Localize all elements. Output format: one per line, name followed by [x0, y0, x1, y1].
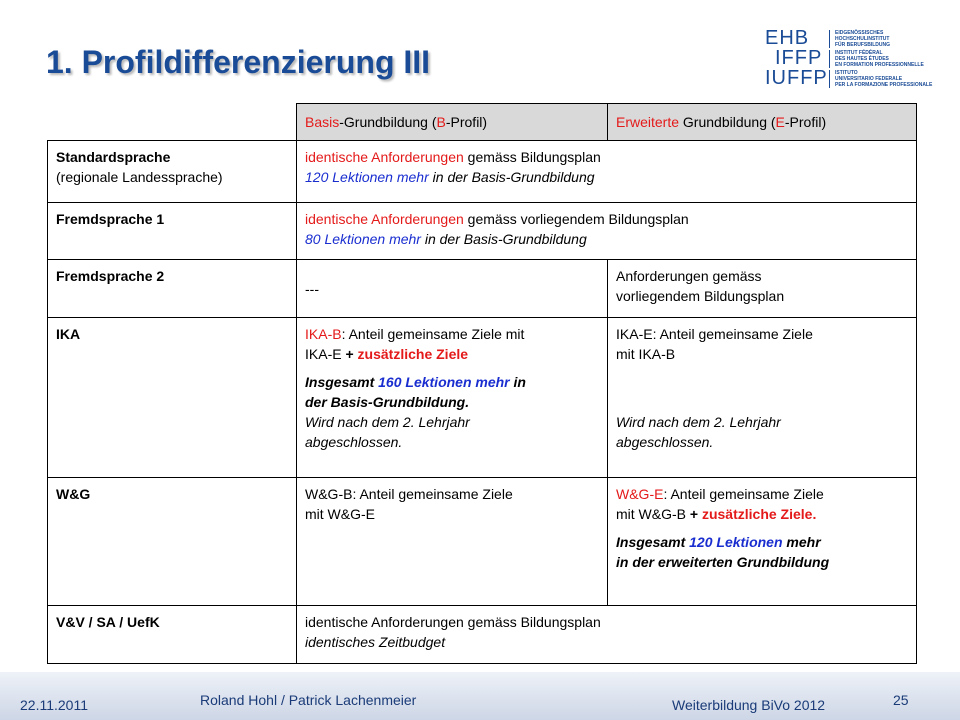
cell-wg-erweitert: W&G-E: Anteil gemeinsame Ziele mit W&G-B + zusätzliche Ziele. Insgesamt 120 Lektionen mehr in der erweiterten Grundbildung — [608, 478, 917, 606]
logo-subtext: EIDGENÖSSISCHES HOCHSCHULINSTITUT FÜR BERUFSBILDUNG — [835, 30, 890, 48]
footer-page-number: 25 — [893, 692, 909, 708]
logo-subtext: INSTITUT FÉDÉRAL DES HAUTES ÉTUDES EN FORMATION PROFESSIONNELLE — [835, 50, 924, 68]
logo-ehb: EHB — [765, 27, 810, 49]
cell-standardsprache: identische Anforderungen gemäss Bildungsplan 120 Lektionen mehr in der Basis-Grundbildung — [297, 141, 917, 203]
table-row — [48, 318, 917, 478]
profile-comparison-table — [47, 103, 917, 664]
table-row — [48, 478, 917, 606]
table-row — [48, 203, 917, 260]
footer-authors: Roland Hohl / Patrick Lachenmeier — [200, 692, 417, 708]
cell-ika-erweitert: IKA-E: Anteil gemeinsame Ziele mit IKA-B Wird nach dem 2. Lehrjahr abgeschlossen. — [608, 318, 917, 478]
slide-title: 1. Profildifferenzierung III — [46, 44, 431, 80]
header-erweitert: Erweiterte Grundbildung (E-Profil) — [608, 104, 917, 141]
logo-separator — [829, 50, 830, 68]
logo-subtext: ISTITUTO UNIVERSITARIO FEDERALE PER LA FORMAZIONE PROFESSIONALE — [835, 70, 933, 88]
cell-vv-sa-uefk: identische Anforderungen gemäss Bildungsplan identisches Zeitbudget — [297, 606, 917, 664]
ehb-logo — [765, 27, 933, 90]
footer-date: 22.11.2011 — [20, 697, 88, 713]
cell-wg-basis: W&G-B: Anteil gemeinsame Ziele mit W&G-E — [297, 478, 608, 606]
cell-fremdsprache-2-basis: --- — [297, 260, 608, 318]
cell-fremdsprache-1: identische Anforderungen gemäss vorliegendem Bildungsplan 80 Lektionen mehr in der Basis-Grundbildung — [297, 203, 917, 260]
footer-event: Weiterbildung BiVo 2012 — [672, 697, 826, 713]
table-header-row — [48, 104, 917, 141]
row-label-fremdsprache-1: Fremdsprache 1 — [48, 203, 297, 260]
table-row — [48, 260, 917, 318]
row-label-ika: IKA — [48, 318, 297, 478]
table-row — [48, 606, 917, 664]
logo-iuffp: IUFFP — [765, 67, 828, 89]
row-label-wg: W&G — [48, 478, 297, 606]
logo-separator — [829, 70, 830, 88]
empty-corner-cell — [48, 104, 297, 141]
logo-iffp: IFFP — [775, 47, 823, 69]
table-row — [48, 141, 917, 203]
logo-separator — [829, 30, 830, 48]
cell-ika-basis: IKA-B: Anteil gemeinsame Ziele mit IKA-E + zusätzliche Ziele Insgesamt 160 Lektionen mehr in der Basis-Grundbildung. Wird nach dem 2. Lehrjahr abgeschlossen. — [297, 318, 608, 478]
header-basis: Basis-Grundbildung (B-Profil) — [297, 104, 608, 141]
cell-fremdsprache-2-erweitert: Anforderungen gemäss vorliegendem Bildungsplan — [608, 260, 917, 318]
row-label-standardsprache: Standardsprache (regionale Landessprache) — [48, 141, 297, 203]
row-label-fremdsprache-2: Fremdsprache 2 — [48, 260, 297, 318]
row-label-vv-sa-uefk: V&V / SA / UefK — [48, 606, 297, 664]
